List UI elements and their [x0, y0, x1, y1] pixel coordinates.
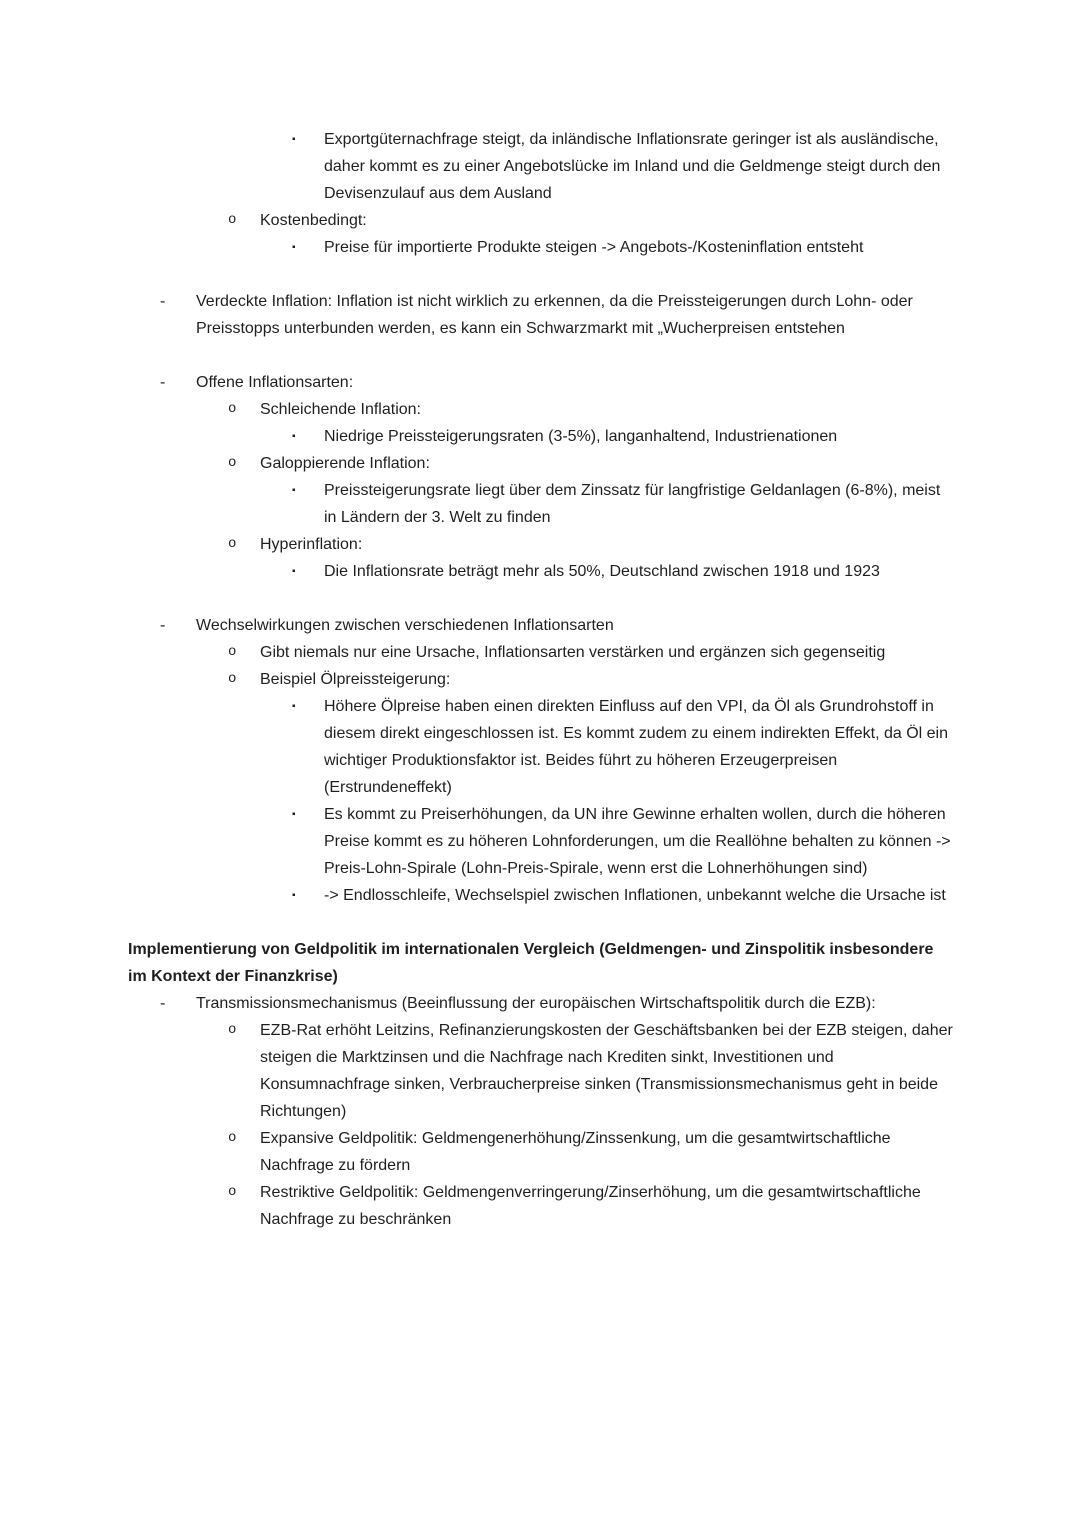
list-item-text: EZB-Rat erhöht Leitzins, Refinanzierungskosten der Geschäftsbanken bei der EZB steigen, daher steigen die Marktzinsen und die Nachfrage nach Krediten sinkt, Investitionen und Konsumnachfrage sinken, Verbraucherpreise sinken (Transmissionsmechanismus geht in beide Richtungen) [260, 1022, 953, 1120]
list-item-level-1 [128, 612, 954, 639]
list-item-text: Schleichende Inflation: [260, 401, 421, 418]
list-item-text: Preise für importierte Produkte steigen -> Angebots-/Kosteninflation entsteht [324, 239, 864, 256]
list-item-level-2 [128, 1179, 954, 1233]
list-item-level-3 [128, 234, 954, 261]
list-item-level-2 [128, 450, 954, 477]
list-item-level-1 [128, 369, 954, 396]
list-item-level-2 [128, 1017, 954, 1125]
paragraph-spacer [128, 342, 954, 369]
list-item-text: Hyperinflation: [260, 536, 363, 553]
list-item-text: Höhere Ölpreise haben einen direkten Einfluss auf den VPI, da Öl als Grundrohstoff in diesem direkt eingeschlossen ist. Es kommt zudem zu einem indirekten Effekt, da Öl ein wichtiger Produktionsfaktor ist. Beides führt zu höheren Erzeugerpreisen (Erstrundeneffekt) [324, 698, 948, 796]
list-item-level-2 [128, 639, 954, 666]
list-item-text: Restriktive Geldpolitik: Geldmengenverringerung/Zinserhöhung, um die gesamtwirtschaftliche Nachfrage zu beschränken [260, 1184, 921, 1228]
square-bullet-icon: ▪ [292, 809, 296, 820]
square-bullet-icon: ▪ [292, 134, 296, 145]
paragraph-spacer [128, 909, 954, 936]
list-item-level-2 [128, 531, 954, 558]
list-item-level-2 [128, 207, 954, 234]
circle-bullet-icon: o [228, 1184, 237, 1200]
list-item-level-3 [128, 882, 954, 909]
circle-bullet-icon: o [228, 455, 237, 471]
list-item-text: Preissteigerungsrate liegt über dem Zinssatz für langfristige Geldanlagen (6-8%), meist in Ländern der 3. Welt zu finden [324, 482, 941, 526]
list-item-text: Beispiel Ölpreissteigerung: [260, 671, 451, 688]
list-item-text: Offene Inflationsarten: [196, 374, 354, 391]
list-item-level-3 [128, 477, 954, 531]
list-item-level-1 [128, 990, 954, 1017]
circle-bullet-icon: o [228, 1022, 237, 1038]
dash-bullet-icon: - [160, 995, 166, 1012]
section-heading: Implementierung von Geldpolitik im internationalen Vergleich (Geldmengen- und Zinspolitik insbesondere im Kontext der Finanzkrise) [128, 941, 934, 985]
paragraph-spacer [128, 261, 954, 288]
list-item-level-1 [128, 288, 954, 342]
list-item-text: -> Endlosschleife, Wechselspiel zwischen Inflationen, unbekannt welche die Ursache ist [324, 887, 946, 904]
dash-bullet-icon: - [160, 293, 166, 310]
square-bullet-icon: ▪ [292, 485, 296, 496]
list-item-text: Verdeckte Inflation: Inflation ist nicht wirklich zu erkennen, da die Preissteigerungen durch Lohn- oder Preisstopps unterbunden werden, es kann ein Schwarzmarkt mit „Wucherpreisen entstehen [196, 293, 913, 337]
circle-bullet-icon: o [228, 536, 237, 552]
list-item-text: Gibt niemals nur eine Ursache, Inflationsarten verstärken und ergänzen sich gegenseitig [260, 644, 886, 661]
list-item-text: Die Inflationsrate beträgt mehr als 50%, Deutschland zwischen 1918 und 1923 [324, 563, 880, 580]
list-item-text: Transmissionsmechanismus (Beeinflussung der europäischen Wirtschaftspolitik durch die EZB): [196, 995, 876, 1012]
list-item-level-3 [128, 558, 954, 585]
circle-bullet-icon: o [228, 212, 237, 228]
square-bullet-icon: ▪ [292, 890, 296, 901]
list-item-text: Kostenbedingt: [260, 212, 367, 229]
dash-bullet-icon: - [160, 617, 166, 634]
circle-bullet-icon: o [228, 671, 237, 687]
dash-bullet-icon: - [160, 374, 166, 391]
circle-bullet-icon: o [228, 401, 237, 417]
list-item-level-3 [128, 693, 954, 801]
list-item-text: Wechselwirkungen zwischen verschiedenen Inflationsarten [196, 617, 614, 634]
list-item-level-2 [128, 1125, 954, 1179]
list-item-level-3 [128, 423, 954, 450]
list-item-level-2 [128, 666, 954, 693]
circle-bullet-icon: o [228, 644, 237, 660]
square-bullet-icon: ▪ [292, 431, 296, 442]
square-bullet-icon: ▪ [292, 242, 296, 253]
square-bullet-icon: ▪ [292, 566, 296, 577]
list-item-text: Es kommt zu Preiserhöhungen, da UN ihre Gewinne erhalten wollen, durch die höheren Preise kommt es zu höheren Lohnforderungen, um die Reallöhne behalten zu können -> Preis-Lohn-Spirale (Lohn-Preis-Spirale, wenn erst die Lohnerhöhungen sind) [324, 806, 951, 877]
paragraph-spacer [128, 585, 954, 612]
list-item-text: Niedrige Preissteigerungsraten (3-5%), langanhaltend, Industrienationen [324, 428, 838, 445]
circle-bullet-icon: o [228, 1130, 237, 1146]
list-item-level-2 [128, 396, 954, 423]
list-item-text: Galoppierende Inflation: [260, 455, 430, 472]
square-bullet-icon: ▪ [292, 701, 296, 712]
list-item-level-3 [128, 126, 954, 207]
list-item-level-3 [128, 801, 954, 882]
list-item-text: Exportgüternachfrage steigt, da inländische Inflationsrate geringer ist als ausländische, daher kommt es zu einer Angebotslücke im Inland und die Geldmenge steigt durch den Devisenzulauf aus dem Ausland [324, 131, 941, 202]
list-item-text: Expansive Geldpolitik: Geldmengenerhöhung/Zinssenkung, um die gesamtwirtschaftliche Nachfrage zu fördern [260, 1130, 891, 1174]
